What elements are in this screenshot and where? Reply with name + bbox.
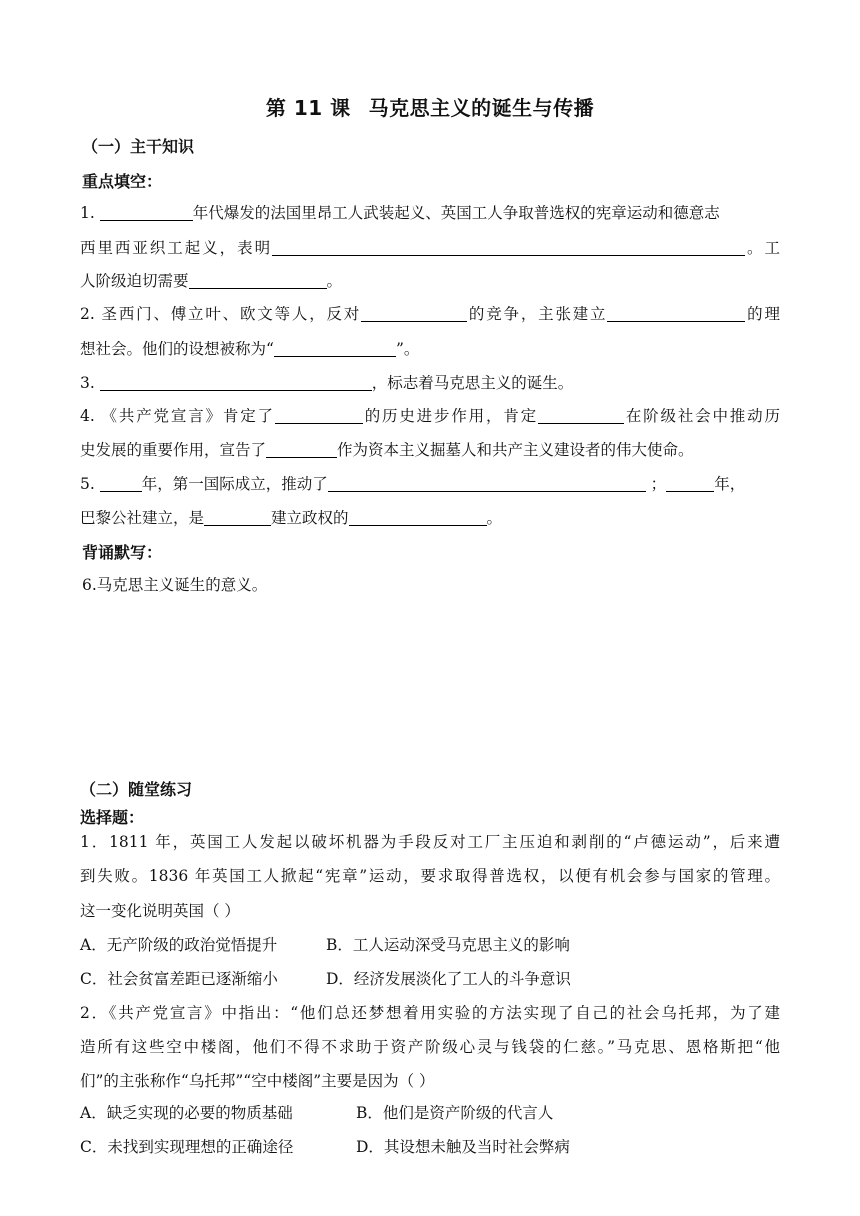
mc1-option-a[interactable]: A．无产阶级的政治觉悟提升: [80, 936, 278, 954]
blank-input[interactable]: [349, 508, 487, 526]
blank-input[interactable]: [100, 203, 193, 221]
section-heading-practice: （二）随堂练习: [80, 780, 193, 799]
lesson-title: 马克思主义的诞生与传播: [368, 96, 595, 120]
question-4-line-2: 史发展的重要作用，宣告了 作为资本主义掘墓人和共产主义建设者的伟大使命。: [80, 441, 694, 459]
mc2-option-a[interactable]: A．缺乏实现的必要的物质基础: [80, 1104, 293, 1122]
question-1-line-2: 西里西亚织工起义，表明 。工: [80, 239, 780, 257]
question-4-line-1: 4. 《共产党宣言》肯定了 的历史进步作用，肯定 在阶级社会中推动历: [80, 407, 780, 425]
blank-input[interactable]: [275, 406, 363, 424]
blank-input[interactable]: [100, 373, 372, 391]
mc-question-1-line-3: 这一变化说明英国（ ）: [80, 902, 240, 920]
mc1-option-d[interactable]: D．经济发展淡化了工人的斗争意识: [326, 970, 571, 988]
question-5-line-1: 5. 年，第一国际成立，推动了 ； 年，: [80, 475, 746, 493]
blank-input[interactable]: [328, 474, 646, 492]
recite-heading: 背诵默写：: [82, 543, 163, 562]
blank-input[interactable]: [272, 238, 745, 256]
fill-in-heading: 重点填空：: [82, 172, 163, 191]
blank-input[interactable]: [666, 474, 714, 492]
question-3: 3. ，标志着马克思主义的诞生。: [80, 374, 574, 392]
blank-input[interactable]: [361, 304, 467, 322]
question-2-line-1: 2. 圣西门、傅立叶、欧文等人，反对 的竞争，主张建立 的理: [80, 305, 780, 323]
mc-question-2-line-1: 2．《共产党宣言》中指出：“他们总还梦想着用实验的方法实现了自己的社会乌托邦，为了建: [80, 1004, 780, 1022]
question-5-line-2: 巴黎公社建立，是 建立政权的 。: [80, 509, 503, 527]
blank-input[interactable]: [266, 440, 337, 458]
blank-input[interactable]: [204, 508, 271, 526]
lesson-number: 第 11 课: [265, 96, 351, 120]
mc-question-2-line-3: 们”的主张称作“乌托邦”“空中楼阁”主要是因为（ ）: [80, 1072, 435, 1090]
multiple-choice-heading: 选择题：: [80, 808, 145, 827]
blank-input[interactable]: [274, 339, 396, 357]
blank-input[interactable]: [538, 406, 624, 424]
page-title: [0, 92, 860, 121]
question-1-line-1: 1. 年代爆发的法国里昂工人武装起义、英国工人争取普选权的宪章运动和德意志: [80, 204, 720, 222]
mc1-option-c[interactable]: C．社会贫富差距已逐渐缩小: [80, 970, 278, 988]
mc1-option-b[interactable]: B．工人运动深受马克思主义的影响: [326, 936, 570, 954]
section-heading-main-knowledge: （一）主干知识: [82, 137, 195, 156]
blank-input[interactable]: [189, 271, 327, 289]
question-2-line-2: 想社会。他们的设想被称为“ ”。: [80, 340, 420, 358]
blank-input[interactable]: [100, 474, 142, 492]
question-6: 6.马克思主义诞生的意义。: [82, 576, 268, 594]
mc-question-1-line-2: 到失败。1836 年英国工人掀起“宪章”运动，要求取得普选权，以便有机会参与国家的管理。: [80, 867, 780, 885]
question-1-line-3: 人阶级迫切需要 。: [80, 272, 343, 290]
mc-question-1-line-1: 1．1811 年，英国工人发起以破坏机器为手段反对工厂主压迫和剥削的“卢德运动”，后来遭: [80, 833, 780, 851]
mc2-option-d[interactable]: D．其设想未触及当时社会弊病: [356, 1138, 570, 1156]
mc-question-2-line-2: 造所有这些空中楼阁，他们不得不求助于资产阶级心灵与钱袋的仁慈。”马克思、恩格斯把“他: [80, 1038, 780, 1056]
blank-input[interactable]: [607, 304, 745, 322]
mc2-option-c[interactable]: C．未找到实现理想的正确途径: [80, 1138, 294, 1156]
mc2-option-b[interactable]: B．他们是资产阶级的代言人: [356, 1104, 554, 1122]
